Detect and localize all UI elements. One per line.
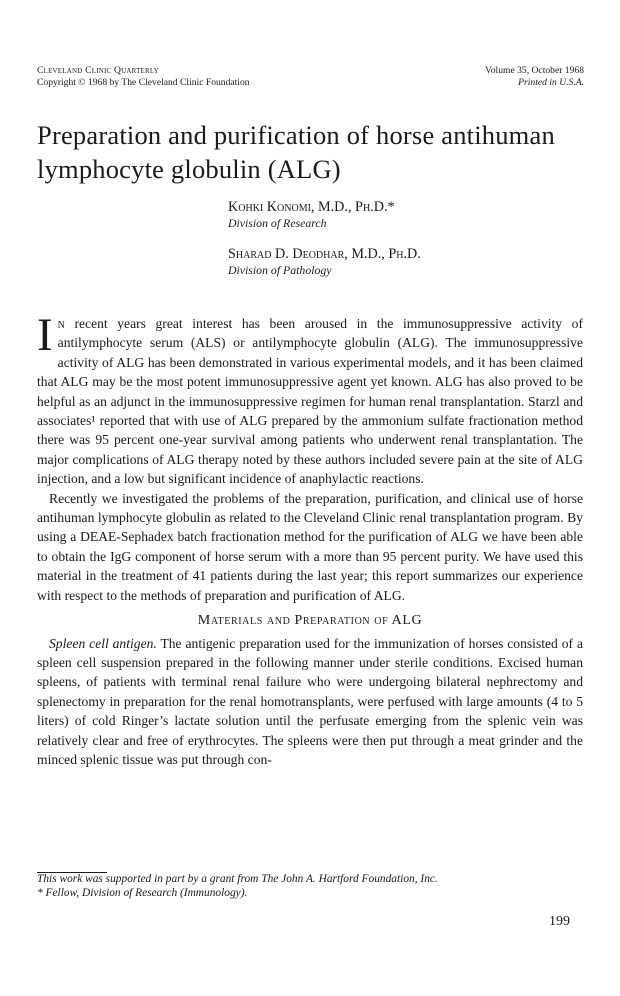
paragraph-third [37, 634, 583, 770]
author-name: Sharad D. Deodhar, M.D., Ph.D. [228, 246, 421, 262]
paragraph-intro [37, 309, 583, 489]
running-header-left [37, 65, 250, 89]
run-in-heading: Spleen cell antigen. [49, 635, 157, 651]
author-division: Division of Pathology [228, 263, 332, 277]
paragraph-second: Recently we investigated the problems of the preparation, purification, and clinical use of horse antihuman lymphocyte globulin as related to the Cleveland Clinic renal transplantation program. By using a DEAE-Sephadex batch fractionation method for the purification of ALG we have been able to obtain the IgG component of horse serum with a more than 95 percent purity. We have used this material in the treatment of 41 patients during the last year; this report summarizes our experience with respect to the methods of preparation and purification of ALG. [37, 490, 583, 603]
small-caps-lead: n [57, 316, 65, 331]
volume-line: Volume 35, October 1968 [485, 65, 584, 76]
paragraph-text: recent years great interest has been aroused in the immunosuppressive activity of antilymphocyte serum (ALS) or antilymphocyte globulin (ALG). The immunosuppressive activity of ALG has been demonstrated in various experimental models, and it has been claimed that ALG may be the most potent immunosuppressive agent yet known. ALG has also proved to be helpful as an adjunct in the immunosuppressive regimen for human renal transplantation. Starzl and associates¹ reported that with use of ALG prepared by the ammonium sulfate fractionation method there was 95 percent one-year survival among patients who underwent renal transplantation. The major complications of ALG therapy noted by these authors included severe pain at the site of ALG injection, and a low but significant incidence of anaphylactic reactions. [37, 316, 583, 487]
article-body [37, 309, 583, 769]
funding-footnote: This work was supported in part by a grant from The John A. Hartford Foundation, Inc. [37, 873, 438, 885]
author-footnote: * Fellow, Division of Research (Immunology). [37, 886, 248, 899]
section-heading: Materials and Preparation of ALG [197, 613, 423, 629]
page-number: 199 [549, 914, 570, 929]
author-division: Division of Research [228, 216, 327, 230]
paragraph-text: The antigenic preparation used for the immunization of horses consisted of a spleen cell suspension prepared in the following manner under sterile conditions. Excised human spleens, of patients with terminal renal failure who were undergoing bilateral nephrectomy and splenectomy in preparation for the renal homotransplants, were perfused with large amounts (4 to 5 liters) of cold Ringer’s lactate solution until the perfusate emerging from the splenic vein was relatively clear and free of erythrocytes. The spleens were then put through a meat grinder and the minced splenic tissue was put through con- [37, 635, 583, 767]
drop-cap: I [37, 309, 53, 361]
author-name: Kohki Konomi, M.D., Ph.D.* [228, 199, 395, 215]
printed-line: Printed in U.S.A. [518, 77, 584, 88]
copyright-line: Copyright © 1968 by The Cleveland Clinic Foundation [37, 77, 250, 88]
author-block [228, 198, 588, 292]
journal-name: Cleveland Clinic Quarterly [37, 65, 159, 76]
running-header-right [485, 65, 584, 89]
article-title: Preparation and purification of horse antihuman lymphocyte globulin (ALG) [37, 120, 555, 184]
footnotes [37, 873, 583, 900]
